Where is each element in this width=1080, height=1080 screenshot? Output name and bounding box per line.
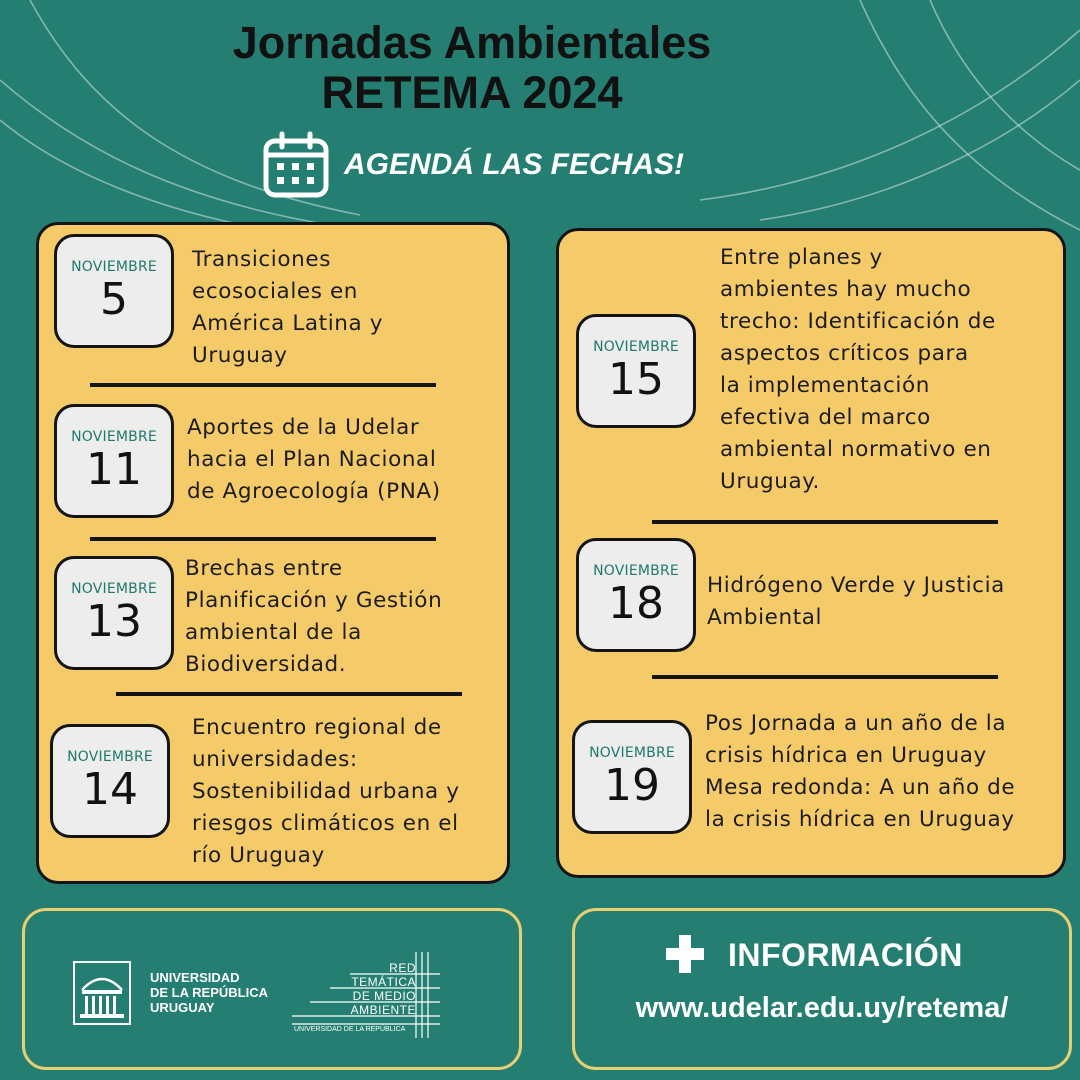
calendar-icon: [262, 131, 330, 199]
retema-line-4: AMBIENTE: [350, 1003, 416, 1017]
date-day: 11: [86, 444, 142, 495]
agenda-banner: [262, 130, 684, 200]
date-month: NOVIEMBRE: [67, 749, 153, 765]
date-badge: [54, 404, 174, 518]
udelar-building-icon: [72, 960, 132, 1026]
event-title: Brechas entre Planificación y Gestión ambiental de la Biodiversidad.: [185, 556, 443, 677]
date-day: 13: [86, 596, 142, 647]
separator: [116, 692, 462, 696]
plus-icon: [666, 935, 704, 973]
event-title: Hidrógeno Verde y Justicia Ambiental: [707, 573, 1005, 630]
date-badge: [576, 314, 696, 428]
retema-logo: [290, 950, 442, 1040]
date-month: NOVIEMBRE: [71, 429, 157, 445]
date-day: 18: [608, 578, 664, 629]
retema-line-3: DE MEDIO: [352, 989, 416, 1003]
date-month: NOVIEMBRE: [71, 259, 157, 275]
retema-university: UNIVERSIDAD DE LA REPÚBLICA: [294, 1026, 406, 1033]
date-day: 15: [608, 354, 664, 405]
event-title: Pos Jornada a un año de la crisis hídrica en Uruguay Mesa redonda: A un año de la crisis hídrica en Uruguay: [705, 711, 1016, 832]
footer-info-box: [572, 908, 1072, 1070]
event-title: Transiciones ecosociales en América Latina y Uruguay: [192, 247, 384, 368]
retema-line-1: RED: [389, 961, 416, 975]
udelar-name: UNIVERSIDAD DE LA REPÚBLICA URUGUAY: [150, 970, 268, 1015]
info-url-link[interactable]: www.udelar.edu.uy/retema/: [635, 992, 1009, 1024]
date-month: NOVIEMBRE: [71, 581, 157, 597]
date-badge: [572, 720, 692, 834]
date-month: NOVIEMBRE: [593, 339, 679, 355]
agenda-label: AGENDÁ LAS FECHAS!: [344, 148, 685, 181]
title-line-2: RETEMA 2024: [321, 67, 623, 118]
separator: [652, 675, 998, 679]
retema-line-2: TEMÁTICA: [351, 975, 416, 989]
separator: [652, 520, 998, 524]
separator: [90, 383, 436, 387]
date-badge: [576, 538, 696, 652]
event-title: Aportes de la Udelar hacia el Plan Nacional de Agroecología (PNA): [187, 415, 441, 504]
event-title: Encuentro regional de universidades: Sostenibilidad urbana y riesgos climáticos en el río Uruguay: [192, 715, 460, 868]
page-title: [100, 18, 844, 118]
info-label: INFORMACIÓN: [728, 937, 963, 973]
date-badge: [50, 724, 170, 838]
title-line-1: Jornadas Ambientales: [232, 17, 712, 68]
date-day: 14: [82, 764, 138, 815]
date-day: 19: [604, 760, 660, 811]
date-month: NOVIEMBRE: [593, 563, 679, 579]
date-day: 5: [100, 274, 128, 325]
event-title: Entre planes y ambientes hay mucho trecho: Identificación de aspectos críticos para la implementación efectiva del marco ambiental normativo en Uruguay.: [720, 245, 996, 494]
date-badge: [54, 556, 174, 670]
date-month: NOVIEMBRE: [589, 745, 675, 761]
date-badge: [54, 234, 174, 348]
separator: [90, 537, 436, 541]
